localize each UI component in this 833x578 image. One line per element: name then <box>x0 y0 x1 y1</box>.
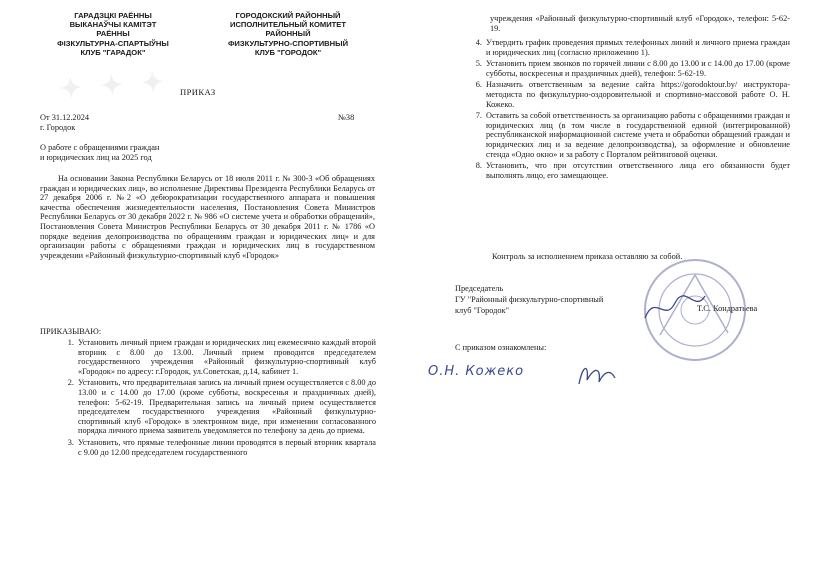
signer-title-3: клуб "Городок" <box>455 306 509 315</box>
signer-title-2: ГУ "Районный физкультурно-спортивный <box>455 295 604 304</box>
doc-subject-line-2: и юридических лиц на 2025 год <box>40 153 152 162</box>
order-item-5 <box>470 59 790 78</box>
order-items-left <box>62 338 376 457</box>
ack-handwritten-name: О.Н. Кожеко <box>428 364 525 379</box>
preamble-paragraph: На основании Закона Республики Беларусь от 18 июля 2011 г. № 300-3 «Об обращениях граждан и юридических лиц», во исполнение Директивы Президента Республики Беларусь от 27 декабря 2006 г. №2 «О дебюрократизации государственного аппарата и повышения качества обеспечения жизнедеятельности населения, Постановления Совета Министров Республики Беларусь от 30 декабря 2022 г. № 986 «О системе учета и обработки обращений», Постановления Совета Министров Республики Беларусь от 30 декабря 2011 г. № 1786 «О порядке ведения делопроизводства по обращениям граждан и юридических лиц» и для организации работы с обращениями граждан и юридических лиц в государственном учреждении «Районный физкультурно-спортивный клуб «Городок» <box>40 174 375 260</box>
order-item-number: 7. <box>475 111 482 121</box>
order-item-text: Утвердить график проведения прямых телефонных линий и личного приема граждан и юридических лиц (согласно приложению 1). <box>486 38 790 57</box>
order-item-7 <box>470 111 790 159</box>
order-item-number: 6. <box>475 80 482 90</box>
doc-number: №38 <box>338 113 355 122</box>
order-word: ПРИКАЗЫВАЮ: <box>40 327 102 336</box>
order-item-8 <box>470 161 790 180</box>
order-item-number: 1. <box>67 338 74 347</box>
order-item-3-continuation: учреждения «Районный физкультурно-спортивный клуб «Городок», телефон: 5-62-19. <box>490 14 790 33</box>
signer-title-1: Председатель <box>455 284 504 293</box>
acknowledgement-label: С приказом ознакомлены: <box>455 343 547 352</box>
order-items-right <box>470 38 790 180</box>
background-watermark: ✦ ✦ ✦ <box>59 66 171 104</box>
order-item-6 <box>470 80 790 109</box>
order-item-text: Оставить за собой ответственность за организацию работы с обращениями граждан и юридических лиц (в том числе в государственной единой (интегрированной) республиканской информационной системе учета и обработки обращений граждан и юридических лиц и за ведение делопроизводства), за оформление и обновление стенда «Одно окно» и за работу с Порталом рейтинговой оценки. <box>486 111 790 159</box>
order-item-number: 4. <box>475 38 482 47</box>
order-item-text: Установить, что при отсутствии ответственного лица его обязанности будет выполнять лицо, его замещающее. <box>486 161 790 180</box>
doc-title: ПРИКАЗ <box>180 87 216 97</box>
doc-city: г. Городок <box>40 123 76 132</box>
order-item-1 <box>62 338 376 376</box>
signer-name: Т.С. Кондратьева <box>697 304 758 313</box>
doc-date: От 31.12.2024 <box>40 113 90 122</box>
order-item-number: 8. <box>475 161 482 171</box>
order-item-number: 5. <box>475 59 482 69</box>
order-item-text: Установить личный прием граждан и юридических лиц ежемесячно каждый второй вторник с 8.00 до 13.00. Личный прием проводится председателем государственного учреждения «Районный физкультурно-спортивный клуб «Городок» по адресу: г.Городок, ул.Советская, д.14, кабинет 1. <box>78 338 376 376</box>
doc-subject-line-1: О работе с обращениями граждан <box>40 143 160 152</box>
order-item-text: Установить, что прямые телефонные линии проводятся в первый вторник квартала с 9.00 до 12.00 председателем государственного <box>78 437 376 457</box>
order-item-number: 3. <box>67 437 74 447</box>
order-item-number: 2. <box>67 378 74 388</box>
order-item-text: Установить прием звонков по горячей линии с 8.00 до 13.00 и с 14.00 до 17.00 (кроме субботы, воскресенья и праздничных дней), телефон: 5-62-19. <box>486 59 790 78</box>
header-russian: ГОРОДОКСКИЙ РАЙОННЫЙ ИСПОЛНИТЕЛЬНЫЙ КОМИТЕТ РАЙОННЫЙ ФИЗКУЛЬТУРНО-СПОРТИВНЫЙ КЛУБ "ГОРОДОК" <box>227 11 349 57</box>
order-item-3 <box>62 438 376 457</box>
order-item-text: Назначить ответственным за ведение сайта https://gorodoktour.by/ инструктора-методиста по физкультурно-оздоровительной и спортивно-массовой работе О. Н. Кожеко. <box>486 80 790 109</box>
control-clause: Контроль за исполнением приказа оставляю за собой. <box>492 252 683 261</box>
ack-signature-mark <box>575 360 620 390</box>
order-item-2 <box>62 378 376 436</box>
order-item-4 <box>470 38 790 57</box>
order-item-text: Установить, что предварительная запись на личный прием осуществляется с 8.00 до 13.00 и с 14.00 до 17.00 (кроме субботы, воскресенья и праздничных дней), телефон: 5-62-19. Предварительная запись на личный прием осуществляется председателем государственного учреждения «Районный физкультурно-спортивный клуб «Городок» в электронном виде, при изменении согласованного порядка личного приема заявитель уведомляется по телефону за день до приема. <box>78 378 377 436</box>
signature-mark <box>640 288 710 328</box>
header-belarusian: ГАРАДЗЦКІ РАЁННЫ ВЫКАНАЎЧЫ КАМІТЭТ РАЁННЫ ФІЗКУЛЬТУРНА-СПАРТЫЎНЫ КЛУБ "ГАРАДОК" <box>57 11 169 57</box>
